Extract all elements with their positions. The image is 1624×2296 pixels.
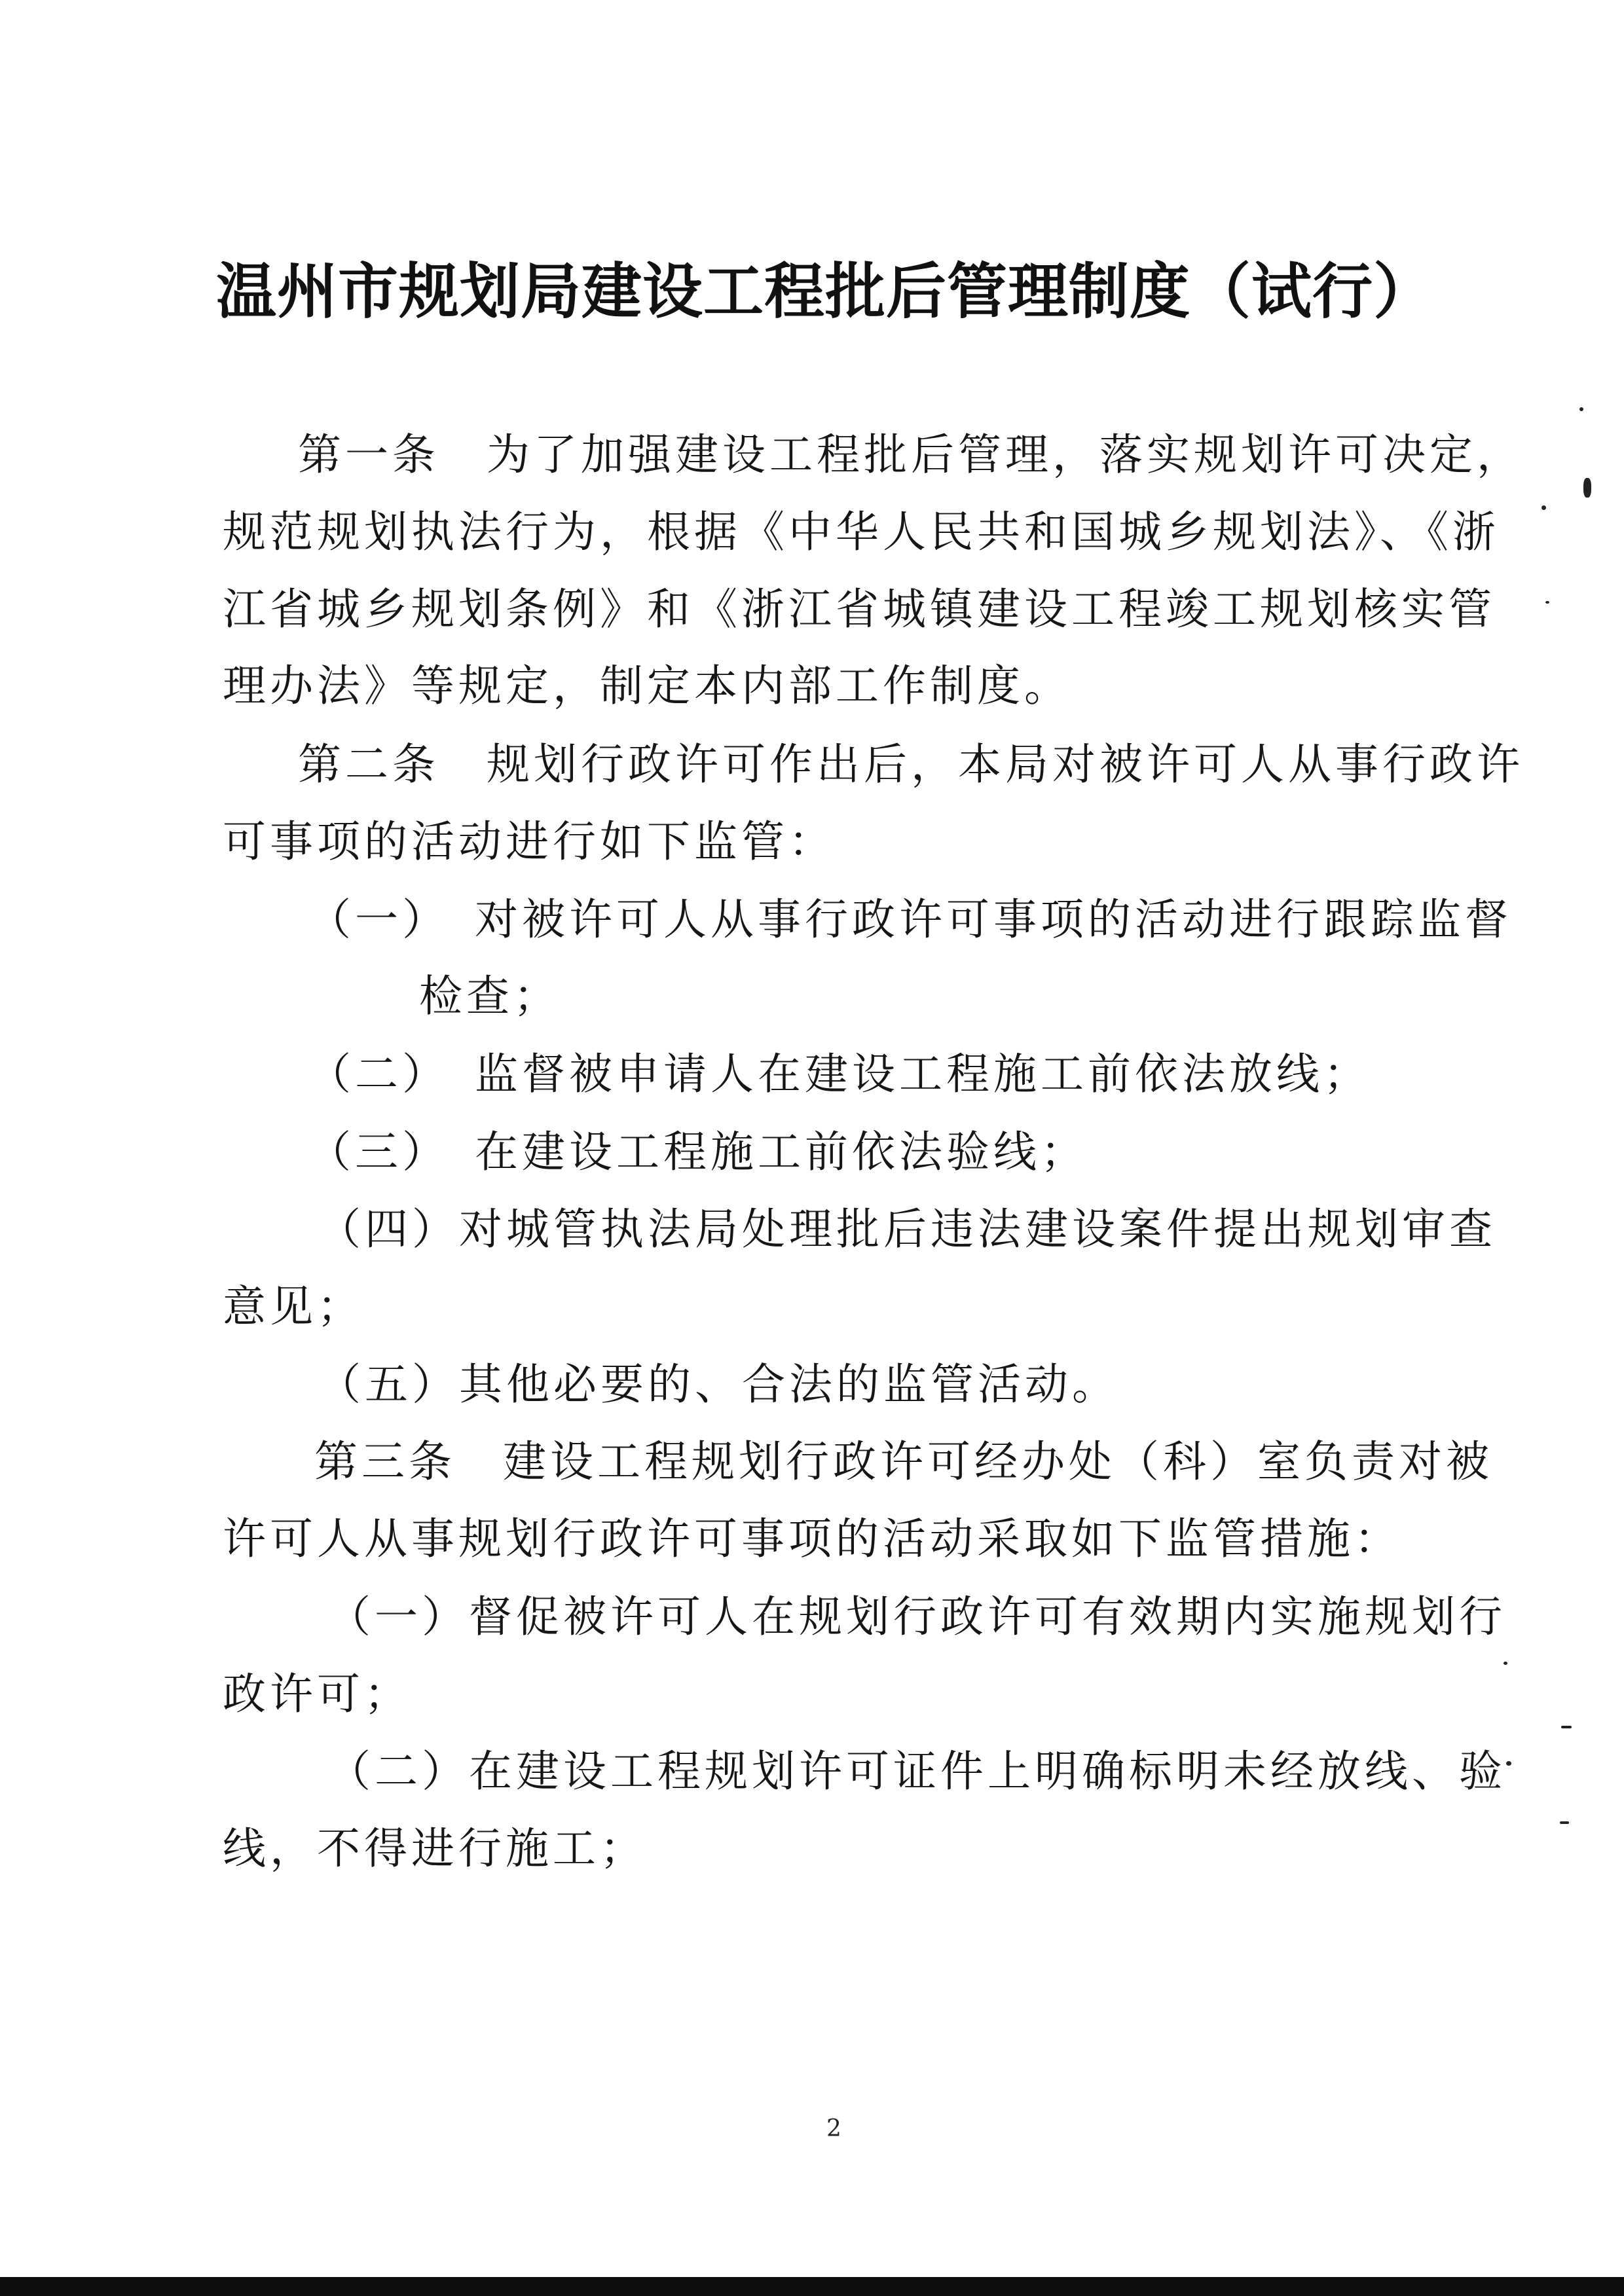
- text-line-19: 线，不得进行施工；: [223, 1823, 647, 1874]
- text-line-17: 政许可；: [223, 1669, 411, 1719]
- text-line-10: （三） 在建设工程施工前依法验线；: [308, 1127, 1088, 1177]
- scan-speck: [1504, 1662, 1507, 1665]
- text-line-11: （四）对城管执法局处理批后违法建设案件提出规划审查: [318, 1204, 1496, 1254]
- text-line-8: 检查；: [419, 971, 561, 1021]
- scan-bottom-edge: [0, 2277, 1624, 2296]
- text-line-3: 江省城乡规划条例》和《浙江省城镇建设工程竣工规划核实管: [223, 584, 1496, 634]
- scan-speck: [1579, 407, 1583, 411]
- scan-speck: [1506, 1761, 1511, 1766]
- text-line-13: （五）其他必要的、合法的监管活动。: [318, 1359, 1119, 1410]
- scan-speck: [1541, 505, 1546, 510]
- text-line-7: （一） 对被许可人从事行政许可事项的活动进行跟踪监督: [308, 894, 1512, 945]
- text-line-18: （二）在建设工程规划许可证件上明确标明未经放线、验: [327, 1746, 1506, 1796]
- text-line-9: （二） 监督被申请人在建设工程施工前依法放线；: [308, 1049, 1371, 1099]
- document-title: 温州市规划局建设工程批后管理制度（试行）: [216, 256, 1435, 327]
- text-line-15: 许可人从事规划行政许可事项的活动采取如下监管措施：: [223, 1514, 1401, 1564]
- text-line-1: 第一条 为了加强建设工程批后管理，落实规划许可决定，: [298, 429, 1524, 480]
- scan-speck: [1561, 1726, 1572, 1728]
- scan-speck: [1583, 478, 1591, 498]
- scan-speck: [1545, 601, 1549, 604]
- page-number: 2: [826, 2115, 841, 2142]
- scan-speck: [1560, 1821, 1569, 1824]
- text-line-5: 第二条 规划行政许可作出后，本局对被许可人从事行政许: [298, 739, 1524, 790]
- text-line-6: 可事项的活动进行如下监管：: [223, 816, 836, 867]
- text-line-12: 意见；: [223, 1281, 364, 1332]
- text-line-2: 规范规划执法行为，根据《中华人民共和国城乡规划法》、《浙: [223, 507, 1500, 557]
- text-line-4: 理办法》等规定，制定本内部工作制度。: [223, 661, 1071, 711]
- text-line-14: 第三条 建设工程规划行政许可经办处（科）室负责对被: [314, 1436, 1493, 1487]
- text-line-16: （一）督促被许可人在规划行政许可有效期内实施规划行: [327, 1592, 1506, 1642]
